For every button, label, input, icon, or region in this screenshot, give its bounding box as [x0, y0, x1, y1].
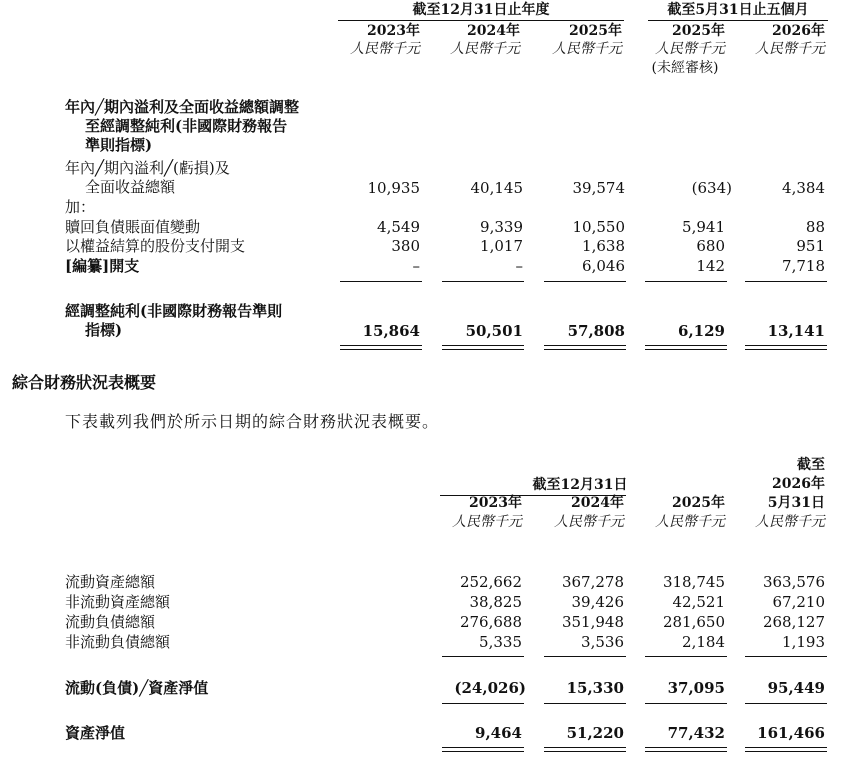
- cell-value: 363,576: [762, 573, 825, 591]
- subtotal-rule: [544, 656, 626, 657]
- cell-value: 276,688: [459, 613, 522, 631]
- cell-value: 42,521: [672, 593, 725, 611]
- total-rule: [645, 345, 727, 346]
- total-value: 13,141: [767, 322, 825, 340]
- row-label: 加：: [65, 198, 96, 216]
- total-rule: [745, 751, 827, 752]
- row-label: 全面收益總額: [85, 178, 176, 196]
- subtotal-rule: [340, 281, 422, 282]
- cell-value: 318,745: [662, 573, 725, 591]
- cell-value: 2,184: [682, 633, 725, 651]
- total-label: 經調整純利(非國際財務報告準則: [65, 302, 283, 320]
- total-rule: [442, 345, 524, 346]
- section-title: 至經調整純利(非國際財務報告: [85, 117, 288, 135]
- group-rule: [338, 20, 624, 21]
- cell-value: –: [412, 257, 420, 275]
- cell-value: 367,278: [561, 573, 624, 591]
- row-label: 流動負債總額: [65, 613, 156, 631]
- cell-value: 10,550: [572, 218, 625, 236]
- cell-value: 9,339: [480, 218, 523, 236]
- total-rule: [544, 349, 626, 350]
- section-title: 準則指標): [85, 136, 153, 154]
- subtotal-rule: [745, 281, 827, 282]
- total-rule: [645, 349, 727, 350]
- col-unit: 人民幣千元: [350, 41, 420, 57]
- total-rule: [645, 747, 727, 748]
- total-value: 6,129: [678, 322, 725, 340]
- col-unit: 人民幣千元: [655, 41, 725, 57]
- col-unit: 人民幣千元: [450, 41, 520, 57]
- col-year: 2025年: [672, 495, 725, 511]
- row-label: 流動資產總額: [65, 573, 156, 591]
- subtotal-rule: [745, 703, 827, 704]
- cell-value: 281,650: [662, 613, 725, 631]
- col-year: 2023年: [469, 495, 522, 511]
- cell-value: 7,718: [782, 257, 825, 275]
- cell-value: 1,638: [582, 237, 625, 255]
- total-rule: [340, 349, 422, 350]
- col-year: 2025年: [569, 23, 622, 39]
- cell-value: 10,935: [367, 179, 420, 197]
- group-header-dec: 截至12月31日: [532, 477, 628, 493]
- row-label: 非流動資產總額: [65, 593, 171, 611]
- total-rule: [544, 751, 626, 752]
- group-header-may: 5月31日: [767, 495, 825, 511]
- cell-value: 5,335: [479, 633, 522, 651]
- group-header-month: 截至5月31日止五個月: [667, 2, 809, 18]
- col-year: 2025年: [672, 23, 725, 39]
- net-assets-value: 161,466: [757, 724, 825, 742]
- subtotal-rule: [645, 703, 727, 704]
- cell-value: 1,193: [782, 633, 825, 651]
- net-current-value: (24,026): [454, 679, 526, 697]
- col-unit: 人民幣千元: [655, 514, 725, 530]
- group-header-may: 2026年: [772, 476, 825, 492]
- group-header-may: 截至: [797, 457, 825, 473]
- total-value: 50,501: [465, 322, 523, 340]
- subtotal-rule: [745, 656, 827, 657]
- cell-value: 88: [805, 218, 825, 236]
- cell-value: 680: [696, 237, 725, 255]
- col-unit: 人民幣千元: [755, 514, 825, 530]
- row-label: 年內╱期內溢利╱(虧損)及: [65, 159, 230, 177]
- section-title: 年內╱期內溢利及全面收益總額調整: [65, 98, 300, 116]
- col-year: 2024年: [467, 23, 520, 39]
- total-rule: [544, 345, 626, 346]
- subtotal-rule: [645, 656, 727, 657]
- net-current-label: 流動(負債)╱資產淨值: [65, 679, 209, 697]
- cell-value: 39,574: [572, 179, 625, 197]
- subtotal-rule: [544, 703, 626, 704]
- row-label: 以權益結算的股份支付開支: [65, 237, 246, 255]
- group-header-year: 截至12月31日止年度: [412, 2, 550, 18]
- cell-value: (634): [691, 179, 732, 197]
- cell-value: 67,210: [772, 593, 825, 611]
- total-rule: [645, 751, 727, 752]
- cell-value: 3,536: [581, 633, 624, 651]
- cell-value: 5,941: [682, 218, 725, 236]
- total-rule: [442, 747, 524, 748]
- section-heading: 綜合財務狀況表概要: [12, 373, 157, 392]
- cell-value: 38,825: [469, 593, 522, 611]
- cell-value: 351,948: [561, 613, 624, 631]
- row-label: 贖回負債賬面值變動: [65, 218, 201, 236]
- net-assets-value: 51,220: [566, 724, 624, 742]
- total-value: 15,864: [362, 322, 420, 340]
- total-label: 指標): [85, 321, 123, 339]
- group-rule: [648, 20, 828, 21]
- net-assets-value: 9,464: [475, 724, 522, 742]
- subtotal-rule: [442, 703, 524, 704]
- total-rule: [544, 747, 626, 748]
- cell-value: 4,549: [377, 218, 420, 236]
- total-rule: [442, 349, 524, 350]
- net-current-value: 95,449: [767, 679, 825, 697]
- cell-value: 268,127: [762, 613, 825, 631]
- section-intro: 下表載列我們於所示日期的綜合財務狀況表概要。: [65, 412, 440, 431]
- net-current-value: 15,330: [566, 679, 624, 697]
- cell-value: 39,426: [571, 593, 624, 611]
- cell-value: –: [515, 257, 523, 275]
- total-rule: [745, 345, 827, 346]
- col-unit: 人民幣千元: [755, 41, 825, 57]
- col-unit: 人民幣千元: [552, 41, 622, 57]
- net-assets-label: 資產淨值: [65, 724, 126, 742]
- total-rule: [745, 349, 827, 350]
- subtotal-rule: [442, 281, 524, 282]
- cell-value: 951: [796, 237, 825, 255]
- cell-value: 4,384: [782, 179, 825, 197]
- cell-value: 380: [391, 237, 420, 255]
- total-rule: [340, 345, 422, 346]
- cell-value: 142: [696, 257, 725, 275]
- col-year: 2026年: [772, 23, 825, 39]
- cell-value: 40,145: [470, 179, 523, 197]
- col-note: (未經審核): [651, 60, 719, 76]
- cell-value: 252,662: [459, 573, 522, 591]
- net-current-value: 37,095: [667, 679, 725, 697]
- total-rule: [442, 751, 524, 752]
- col-unit: 人民幣千元: [452, 514, 522, 530]
- row-label: [編纂]開支: [65, 257, 140, 275]
- row-label: 非流動負債總額: [65, 633, 171, 651]
- subtotal-rule: [645, 281, 727, 282]
- col-year: 2024年: [571, 495, 624, 511]
- subtotal-rule: [544, 281, 626, 282]
- cell-value: 1,017: [480, 237, 523, 255]
- col-unit: 人民幣千元: [554, 514, 624, 530]
- col-year: 2023年: [367, 23, 420, 39]
- total-rule: [745, 747, 827, 748]
- cell-value: 6,046: [582, 257, 625, 275]
- total-value: 57,808: [567, 322, 625, 340]
- net-assets-value: 77,432: [667, 724, 725, 742]
- subtotal-rule: [442, 656, 524, 657]
